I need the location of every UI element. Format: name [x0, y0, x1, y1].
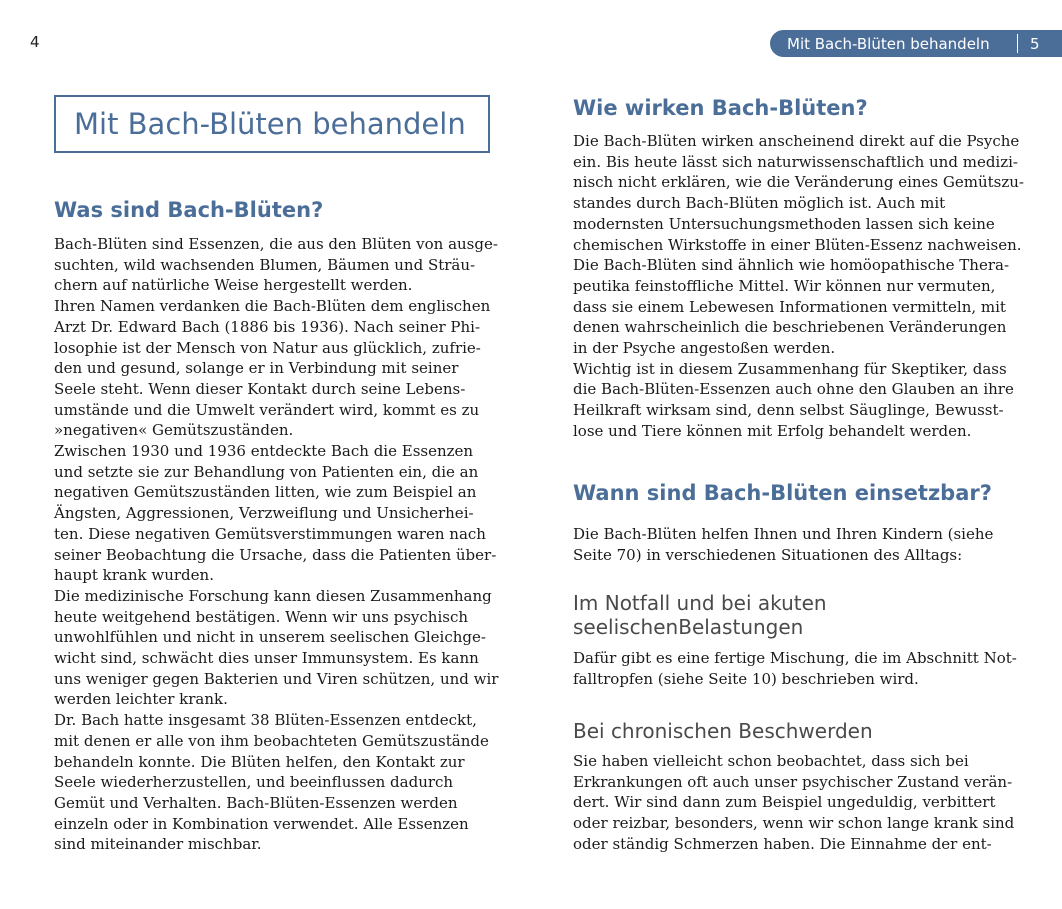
text-line: modernsten Untersuchungsmethoden lassen sich keine: [573, 214, 995, 233]
text-line: oder reizbar, besonders, wenn wir schon lange krank sind: [573, 814, 1015, 833]
text-line: mit denen er alle von ihm beobachteten Gemütszustände: [54, 731, 489, 750]
text-line: lose und Tiere können mit Erfolg behandelt werden.: [573, 421, 972, 440]
text-line: Belastungen: [678, 615, 804, 639]
text-line: unwohlfühlen und nicht in unserem seelischen Gleichge-: [54, 628, 486, 647]
page-number-right: 5: [1030, 34, 1040, 53]
text-line: und setzte sie zur Behandlung von Patienten ein, die an: [54, 462, 479, 481]
text-line: Dafür gibt es eine fertige Mischung, die im Abschnitt Not-: [573, 649, 1017, 667]
heading-wie-wirken-bach-blueten: Wie wirken Bach-Blüten?: [573, 96, 868, 120]
text-line: falltropfen (siehe Seite 10) beschrieben wird.: [573, 669, 919, 688]
page-number-left: 4: [30, 33, 40, 51]
body-wann-einsetzbar: [573, 524, 993, 565]
text-line: »negativen« Gemütszuständen.: [54, 421, 294, 440]
text-line: Seite 70) in verschiedenen Situationen des Alltags:: [573, 545, 963, 564]
text-line: negativen Gemütszuständen litten, wie zum Beispiel an: [54, 483, 477, 502]
text-line: Seele wiederherzustellen, und beeinflussen dadurch: [54, 773, 454, 792]
text-line: Ihren Namen verdanken die Bach-Blüten dem englischen: [54, 297, 491, 316]
text-line: Zwischen 1930 und 1936 entdeckte Bach die Essenzen: [54, 442, 474, 461]
text-line: oder ständig Schmerzen haben. Die Einnahme der ent-: [573, 834, 992, 853]
running-header-title: Mit Bach-Blüten behandeln: [787, 34, 990, 53]
text-line: Wichtig ist in diesem Zusammenhang für Skeptiker, dass: [573, 359, 1007, 378]
text-line: dert. Wir sind dann zum Beispiel ungeduldig, verbittert: [573, 793, 996, 812]
text-line: seiner Beobachtung die Ursache, dass die Patienten über-: [54, 545, 497, 564]
text-line: sind miteinander mischbar.: [54, 835, 262, 854]
text-line: werden leichter krank.: [54, 690, 228, 709]
text-line: standes durch Bach-Blüten möglich ist. Auch mit: [573, 194, 946, 213]
text-line: die Bach-Blüten-Essenzen auch ohne den Glauben an ihre: [573, 380, 1014, 399]
text-line: nisch nicht erklären, wie die Veränderung eines Gemütszu-: [573, 173, 1024, 192]
text-line: chern auf natürliche Weise hergestellt werden.: [54, 276, 413, 295]
running-header: [770, 30, 1062, 57]
text-line: wicht sind, schwächt dies unser Immunsystem. Es kann: [54, 649, 479, 668]
chapter-title: Mit Bach-Blüten behandeln: [74, 107, 466, 141]
text-line: Bach-Blüten sind Essenzen, die aus den Blüten von ausge-: [54, 235, 498, 253]
text-line: Gemüt und Verhalten. Bach-Blüten-Essenzen werden: [54, 793, 458, 812]
text-line: Die Bach-Blüten wirken anscheinend direkt auf die Psyche: [573, 132, 1020, 150]
text-line: in der Psyche angestoßen werden.: [573, 339, 836, 358]
text-line: Die Bach-Blüten sind ähnlich wie homöopathische Thera-: [573, 256, 1010, 275]
text-line: dass sie einem Lebewesen Informationen vermitteln, mit: [573, 297, 1006, 316]
text-line: Die Bach-Blüten helfen Ihnen und Ihren Kindern (siehe: [573, 525, 994, 543]
chapter-title-box: [54, 95, 490, 153]
text-line: losophie ist der Mensch von Natur aus glücklich, zufrie-: [54, 338, 481, 357]
text-line: Im Notfall und bei akuten seelischen: [573, 591, 827, 639]
text-line: ein. Bis heute lässt sich naturwissenschaftlich und medizi-: [573, 152, 1018, 171]
subheading-notfall: [573, 591, 1062, 639]
text-line: uns weniger gegen Bakterien und Viren schützen, und wir: [54, 669, 499, 688]
text-line: peutika feinstoffliche Mittel. Wir können nur vermuten,: [573, 276, 996, 295]
text-line: Dr. Bach hatte insgesamt 38 Blüten-Essenzen entdeckt,: [54, 711, 477, 730]
text-line: Sie haben vielleicht schon beobachtet, dass sich bei: [573, 752, 969, 770]
text-line: heute weitgehend bestätigen. Wenn wir uns psychisch: [54, 607, 469, 626]
body-notfall: [573, 648, 1017, 689]
text-line: Seele steht. Wenn dieser Kontakt durch seine Lebens-: [54, 379, 466, 398]
body-wie-wirken-bach-blueten: [573, 131, 1024, 442]
heading-was-sind-bach-blueten: Was sind Bach-Blüten?: [54, 198, 324, 222]
text-line: suchten, wild wachsenden Blumen, Bäumen und Sträu-: [54, 255, 476, 274]
text-line: ten. Diese negativen Gemütsverstimmungen waren nach: [54, 524, 486, 543]
text-line: behandeln konnte. Die Blüten helfen, den Kontakt zur: [54, 752, 465, 771]
text-line: haupt krank wurden.: [54, 566, 214, 585]
text-line: einzeln oder in Kombination verwendet. Alle Essenzen: [54, 814, 469, 833]
body-chronische-beschwerden: [573, 751, 1014, 855]
text-line: Erkrankungen oft auch unser psychischer Zustand verän-: [573, 772, 1013, 791]
text-line: Heilkraft wirksam sind, denn selbst Säuglinge, Bewusst-: [573, 401, 1004, 420]
text-line: den und gesund, solange er in Verbindung mit seiner: [54, 359, 459, 378]
body-was-sind-bach-blueten: [54, 234, 498, 855]
text-line: chemischen Wirkstoffe in einer Blüten-Essenz nachweisen.: [573, 235, 1022, 254]
text-line: Die medizinische Forschung kann diesen Zusammenhang: [54, 586, 492, 605]
text-line: umstände und die Umwelt verändert wird, kommt es zu: [54, 400, 480, 419]
text-line: Ängsten, Aggressionen, Verzweiflung und Unsicherhei-: [54, 504, 474, 523]
heading-wann-einsetzbar: Wann sind Bach-Blüten einsetzbar?: [573, 481, 992, 505]
subheading-chronische-beschwerden: Bei chronischen Beschwerden: [573, 719, 873, 743]
text-line: denen wahrscheinlich die beschriebenen Veränderungen: [573, 318, 1007, 337]
text-line: Arzt Dr. Edward Bach (1886 bis 1936). Nach seiner Phi-: [54, 317, 481, 336]
